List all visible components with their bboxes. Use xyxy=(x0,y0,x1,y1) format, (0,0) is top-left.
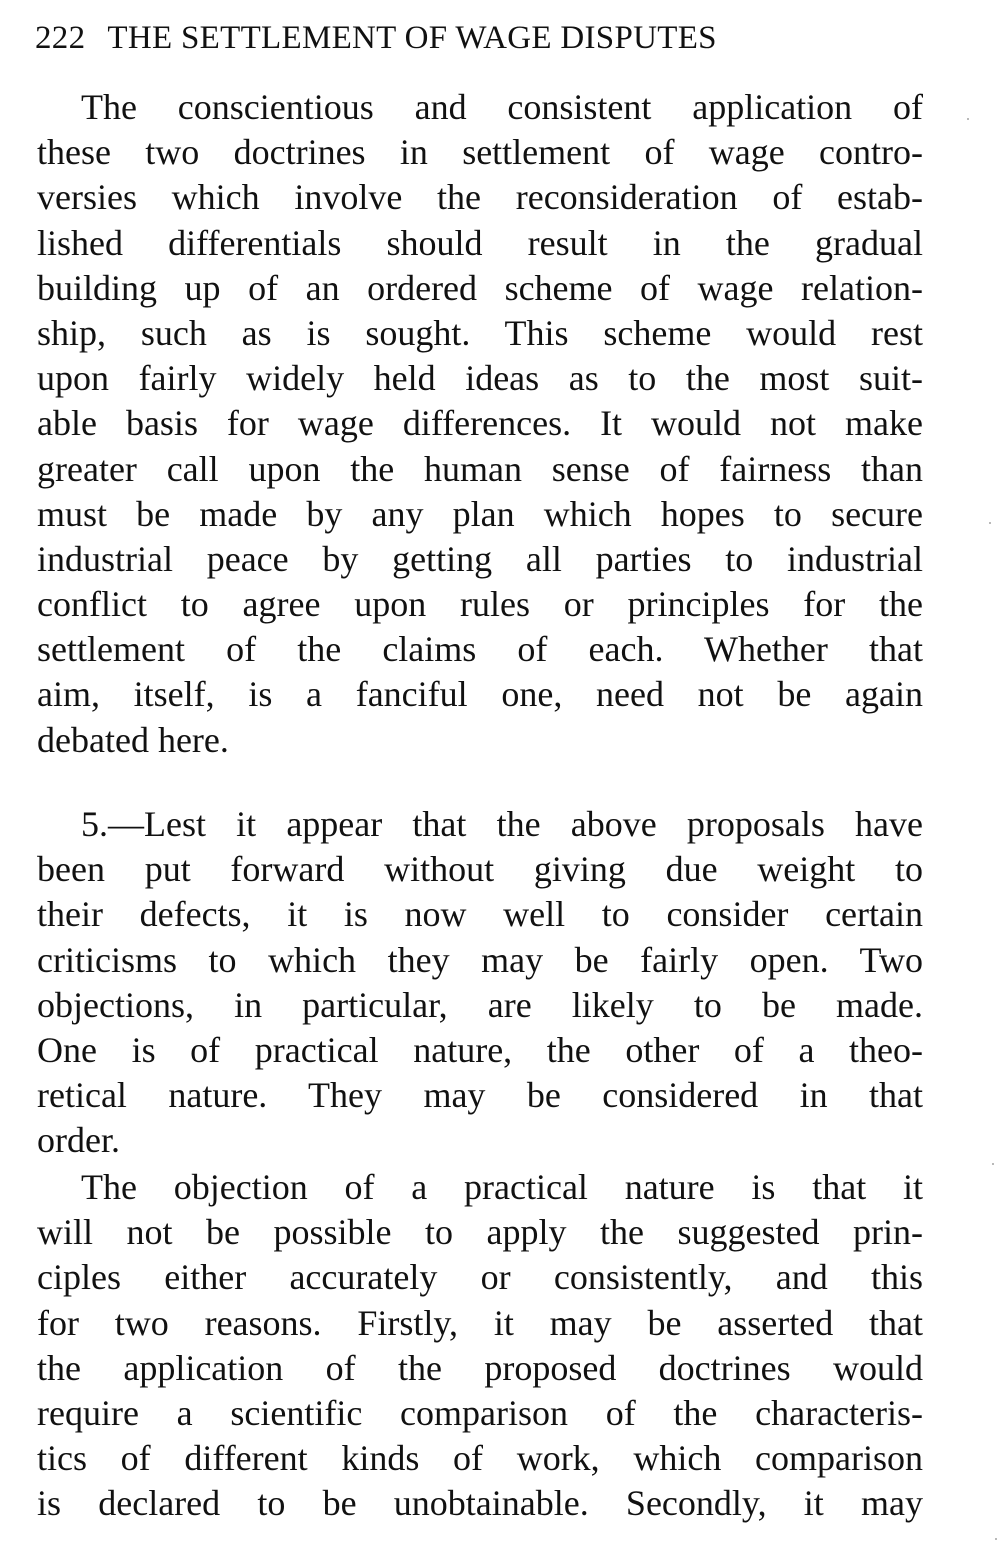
text-line: retical nature. They may be considered in that xyxy=(37,1075,923,1116)
scan-speck xyxy=(995,1538,997,1540)
text-line: building up of an ordered scheme of wage relation- xyxy=(37,267,923,308)
text-line: 5.—Lest it appear that the above proposals have xyxy=(81,804,923,844)
text-line: settlement of the claims of each. Whether that xyxy=(37,629,923,670)
text-line: tics of different kinds of work, which comparison xyxy=(37,1438,923,1479)
scan-speck xyxy=(992,1163,994,1165)
text-line: must be made by any plan which hopes to secure xyxy=(37,493,923,534)
text-line: aim, itself, is a fanciful one, need not be again xyxy=(37,674,923,715)
text-line: been put forward without giving due weight to xyxy=(37,849,923,890)
text-line: is declared to be unobtainable. Secondly, it may xyxy=(37,1483,923,1524)
page-number: 222 xyxy=(35,20,86,56)
text-line: objections, in particular, are likely to be made. xyxy=(37,984,923,1025)
text-line: order. xyxy=(37,1120,120,1161)
running-head xyxy=(35,16,920,60)
text-line: industrial peace by getting all parties to industrial xyxy=(37,538,923,579)
text-line: require a scientific comparison of the characteris- xyxy=(37,1392,923,1433)
text-line: ciples either accurately or consistently, and this xyxy=(37,1257,923,1298)
text-line: the application of the proposed doctrines would xyxy=(37,1347,923,1388)
text-line: greater call upon the human sense of fairness than xyxy=(37,448,923,489)
scan-speck xyxy=(989,522,991,524)
scan-speck xyxy=(967,118,969,120)
text-line: criticisms to which they may be fairly open. Two xyxy=(37,939,923,980)
text-line: upon fairly widely held ideas as to the most suit- xyxy=(37,358,923,399)
text-line: ship, such as is sought. This scheme would rest xyxy=(37,312,923,353)
text-line: able basis for wage differences. It would not make xyxy=(37,403,923,444)
text-line: The objection of a practical nature is that it xyxy=(81,1167,923,1207)
text-line: versies which involve the reconsideration of estab- xyxy=(37,177,923,218)
text-line: The conscientious and consistent application of xyxy=(81,87,923,127)
running-head-title: THE SETTLEMENT OF WAGE DISPUTES xyxy=(107,20,717,56)
text-line: will not be possible to apply the suggested prin- xyxy=(37,1212,923,1253)
paragraph-practical-objection xyxy=(37,1165,923,1527)
text-line: their defects, it is now well to consider certain xyxy=(37,894,923,935)
text-line: these two doctrines in settlement of wage contro- xyxy=(37,132,923,173)
paragraph-doctrines-application xyxy=(37,85,923,763)
text-line: One is of practical nature, the other of a theo- xyxy=(37,1029,923,1070)
text-line: debated here. xyxy=(37,719,229,760)
text-line: lished differentials should result in the gradual xyxy=(37,222,923,263)
text-line: conflict to agree upon rules or principles for the xyxy=(37,584,923,625)
paragraph-section-5 xyxy=(37,802,923,1164)
text-line: for two reasons. Firstly, it may be asserted that xyxy=(37,1302,923,1343)
